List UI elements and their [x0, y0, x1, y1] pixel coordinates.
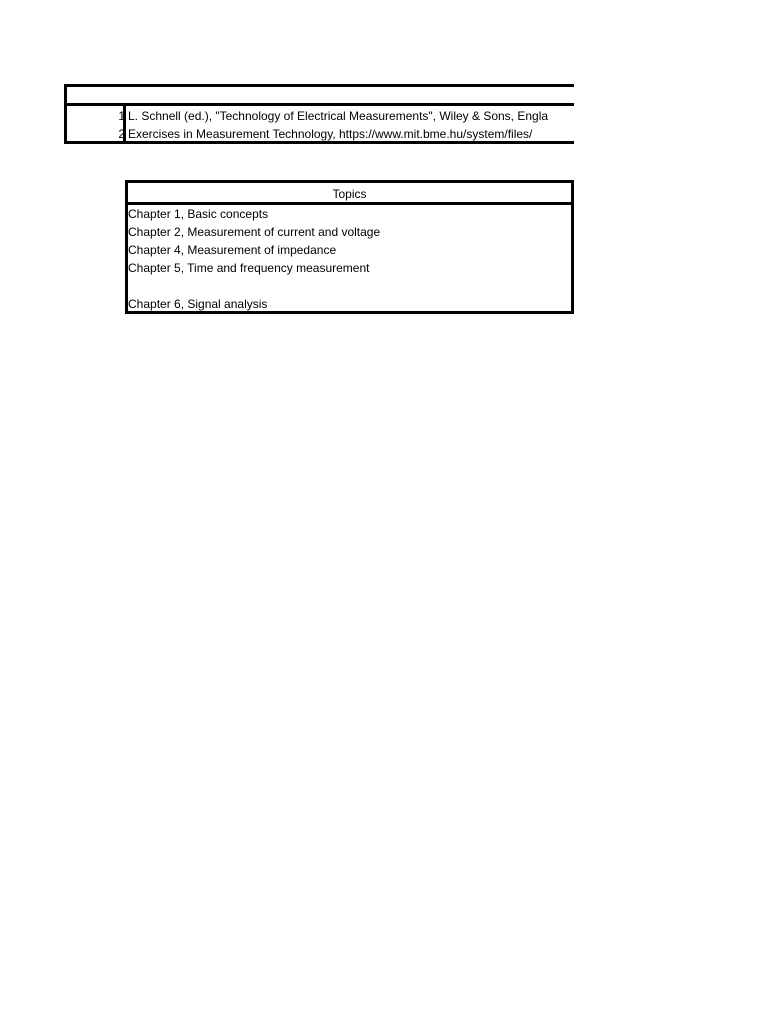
table-row	[67, 107, 574, 125]
reference-number: 1	[118, 109, 125, 123]
topics-header: Topics	[128, 183, 571, 205]
list-item: Chapter 2, Measurement of current and voltage	[128, 225, 381, 239]
table-row	[67, 125, 574, 143]
references-table	[64, 84, 574, 144]
list-item: Chapter 4, Measurement of impedance	[128, 243, 337, 257]
list-item: Chapter 1, Basic concepts	[128, 207, 269, 221]
list-item: Chapter 6, Signal analysis	[128, 297, 268, 311]
reference-text: L. Schnell (ed.), "Technology of Electrical Measurements", Wiley & Sons, Engla	[128, 109, 549, 123]
reference-text: Exercises in Measurement Technology, https://www.mit.bme.hu/system/files/	[128, 127, 533, 141]
reference-number: 2	[118, 127, 125, 141]
list-item: Chapter 5, Time and frequency measurement	[128, 261, 370, 275]
topics-table	[125, 180, 574, 314]
references-header-cell	[67, 87, 574, 106]
